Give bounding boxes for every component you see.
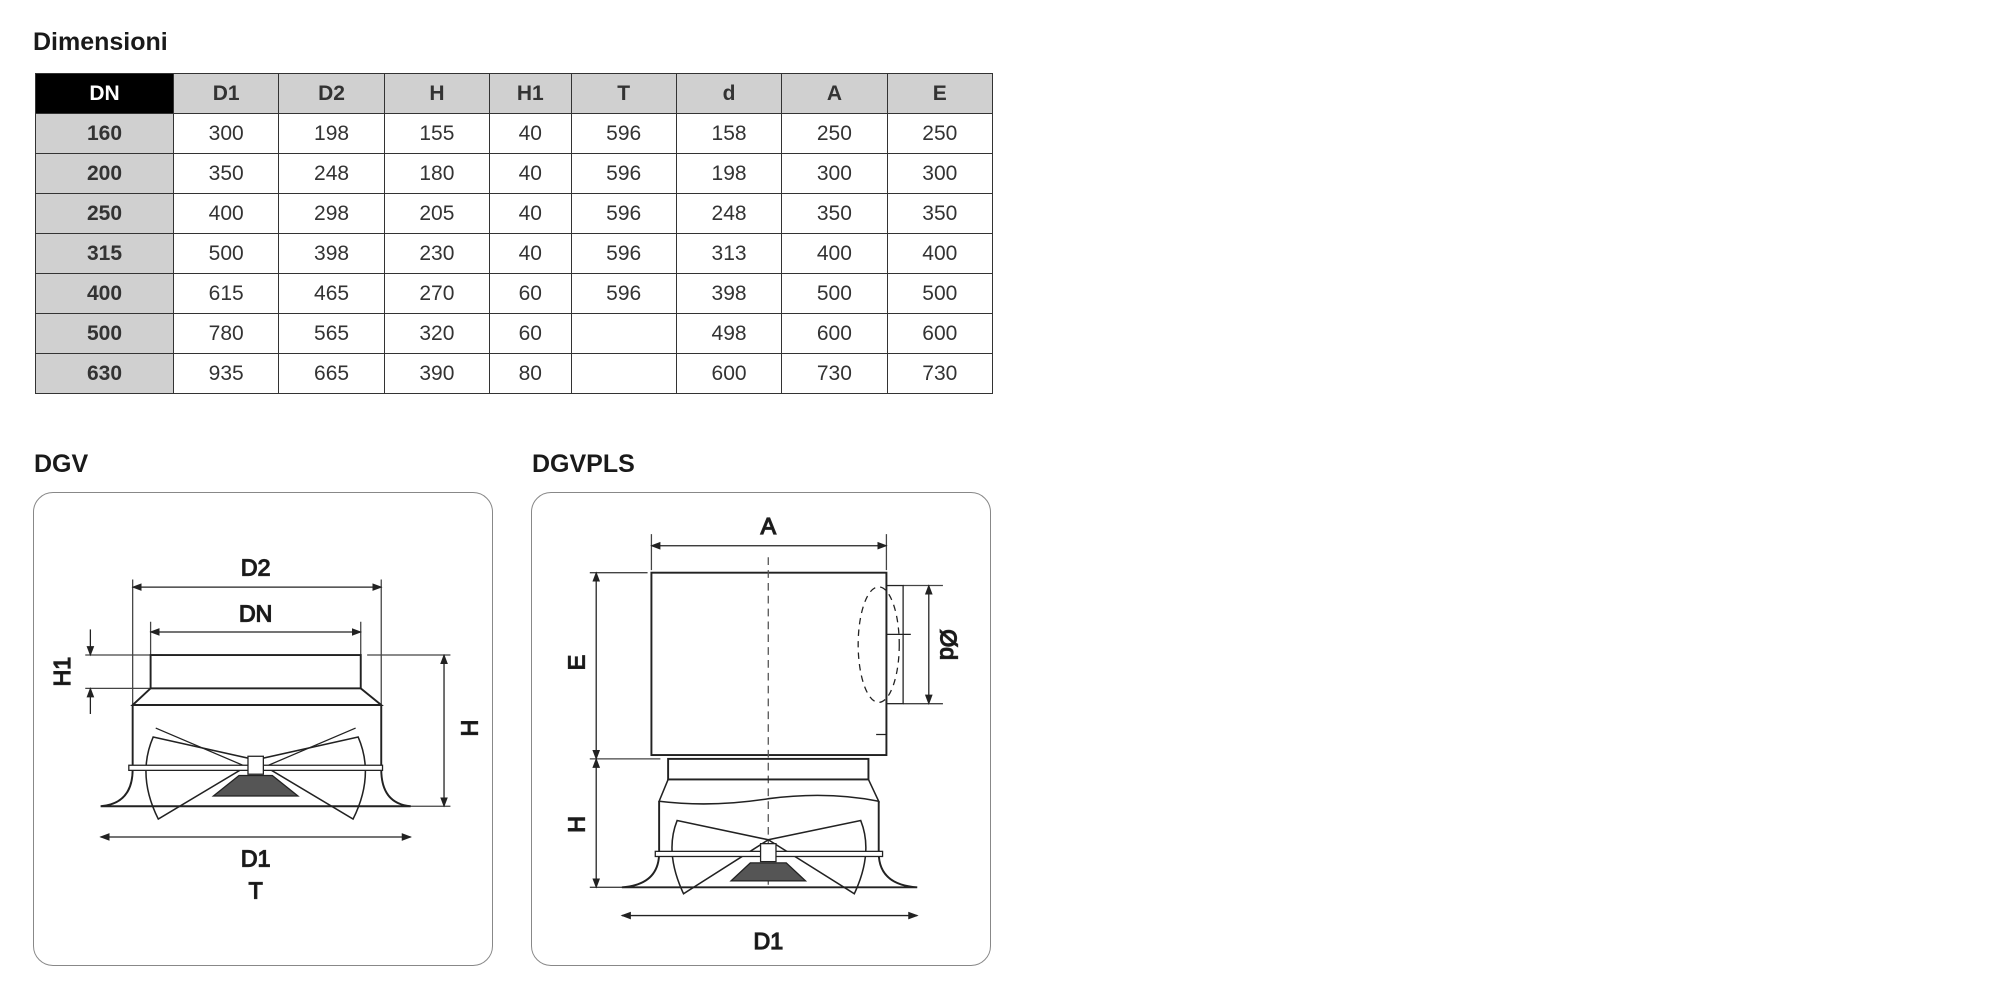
table-cell: 80 xyxy=(490,354,571,394)
dgvpls-diagram-panel xyxy=(531,492,991,966)
table-cell: 398 xyxy=(676,274,781,314)
table-cell: 250 xyxy=(782,114,887,154)
table-cell: 465 xyxy=(279,274,384,314)
table-cell xyxy=(571,354,676,394)
table-cell: 400 xyxy=(174,194,279,234)
column-header-d1: D1 xyxy=(174,74,279,114)
table-cell: 198 xyxy=(279,114,384,154)
table-cell: 600 xyxy=(887,314,992,354)
table-cell: 390 xyxy=(384,354,489,394)
page-title: Dimensioni xyxy=(33,28,168,56)
table-cell: 313 xyxy=(676,234,781,274)
table-cell: 596 xyxy=(571,154,676,194)
table-row xyxy=(36,114,993,154)
table-cell: 248 xyxy=(279,154,384,194)
table-row xyxy=(36,234,993,274)
table-cell: 400 xyxy=(887,234,992,274)
column-header-d: d xyxy=(676,74,781,114)
dgv-label-d1: D1 xyxy=(240,845,271,872)
table-row xyxy=(36,194,993,234)
table-cell: 350 xyxy=(174,154,279,194)
table-cell: 250 xyxy=(887,114,992,154)
column-header-a: A xyxy=(782,74,887,114)
dgv-label-d2: D2 xyxy=(240,554,271,581)
dgvpls-label-h: H xyxy=(563,816,590,833)
table-cell: 180 xyxy=(384,154,489,194)
row-header-dn: 160 xyxy=(36,114,174,154)
dgv-label-t: T xyxy=(248,877,263,904)
table-cell: 270 xyxy=(384,274,489,314)
dgvpls-drawing xyxy=(532,493,993,967)
dgvpls-label-a: A xyxy=(760,513,776,540)
dgvpls-label-od: Ød xyxy=(935,629,962,661)
table-cell: 500 xyxy=(174,234,279,274)
table-cell: 300 xyxy=(782,154,887,194)
column-header-d2: D2 xyxy=(279,74,384,114)
table-header-row xyxy=(36,74,993,114)
table-cell: 596 xyxy=(571,234,676,274)
table-cell: 320 xyxy=(384,314,489,354)
table-row xyxy=(36,274,993,314)
table-cell: 60 xyxy=(490,274,571,314)
table-cell: 40 xyxy=(490,114,571,154)
column-header-h: H xyxy=(384,74,489,114)
dimensions-table xyxy=(35,73,993,394)
row-header-dn: 400 xyxy=(36,274,174,314)
table-cell: 230 xyxy=(384,234,489,274)
table-cell: 300 xyxy=(174,114,279,154)
table-cell xyxy=(571,314,676,354)
dgvpls-label-d1: D1 xyxy=(753,927,784,954)
table-cell: 40 xyxy=(490,234,571,274)
table-cell: 596 xyxy=(571,114,676,154)
row-header-dn: 630 xyxy=(36,354,174,394)
table-cell: 600 xyxy=(676,354,781,394)
table-cell: 248 xyxy=(676,194,781,234)
dgv-drawing xyxy=(34,493,494,967)
table-cell: 730 xyxy=(887,354,992,394)
column-header-e: E xyxy=(887,74,992,114)
row-header-dn: 250 xyxy=(36,194,174,234)
table-cell: 158 xyxy=(676,114,781,154)
table-row xyxy=(36,314,993,354)
table-cell: 155 xyxy=(384,114,489,154)
table-cell: 596 xyxy=(571,194,676,234)
dgvpls-title: DGVPLS xyxy=(532,450,635,478)
dgv-title: DGV xyxy=(34,450,89,478)
row-header-dn: 200 xyxy=(36,154,174,194)
table-cell: 60 xyxy=(490,314,571,354)
column-header-h1: H1 xyxy=(490,74,571,114)
table-cell: 596 xyxy=(571,274,676,314)
dgvpls-label-e: E xyxy=(563,654,590,671)
dgv-diagram-panel xyxy=(33,492,493,966)
table-cell: 498 xyxy=(676,314,781,354)
table-cell: 615 xyxy=(174,274,279,314)
dgv-label-h: H xyxy=(456,719,483,737)
column-header-dn: DN xyxy=(36,74,174,114)
table-cell: 205 xyxy=(384,194,489,234)
table-cell: 40 xyxy=(490,154,571,194)
dgv-label-h1: H1 xyxy=(48,656,75,687)
table-cell: 198 xyxy=(676,154,781,194)
table-cell: 500 xyxy=(782,274,887,314)
table-cell: 350 xyxy=(782,194,887,234)
table-cell: 500 xyxy=(887,274,992,314)
table-cell: 400 xyxy=(782,234,887,274)
table-cell: 398 xyxy=(279,234,384,274)
table-row xyxy=(36,354,993,394)
table-row xyxy=(36,154,993,194)
table-cell: 600 xyxy=(782,314,887,354)
table-cell: 298 xyxy=(279,194,384,234)
column-header-t: T xyxy=(571,74,676,114)
table-cell: 730 xyxy=(782,354,887,394)
row-header-dn: 500 xyxy=(36,314,174,354)
table-cell: 40 xyxy=(490,194,571,234)
table-cell: 300 xyxy=(887,154,992,194)
table-cell: 350 xyxy=(887,194,992,234)
dgv-label-dn: DN xyxy=(239,600,273,627)
table-cell: 565 xyxy=(279,314,384,354)
table-cell: 665 xyxy=(279,354,384,394)
table-cell: 780 xyxy=(174,314,279,354)
row-header-dn: 315 xyxy=(36,234,174,274)
table-cell: 935 xyxy=(174,354,279,394)
